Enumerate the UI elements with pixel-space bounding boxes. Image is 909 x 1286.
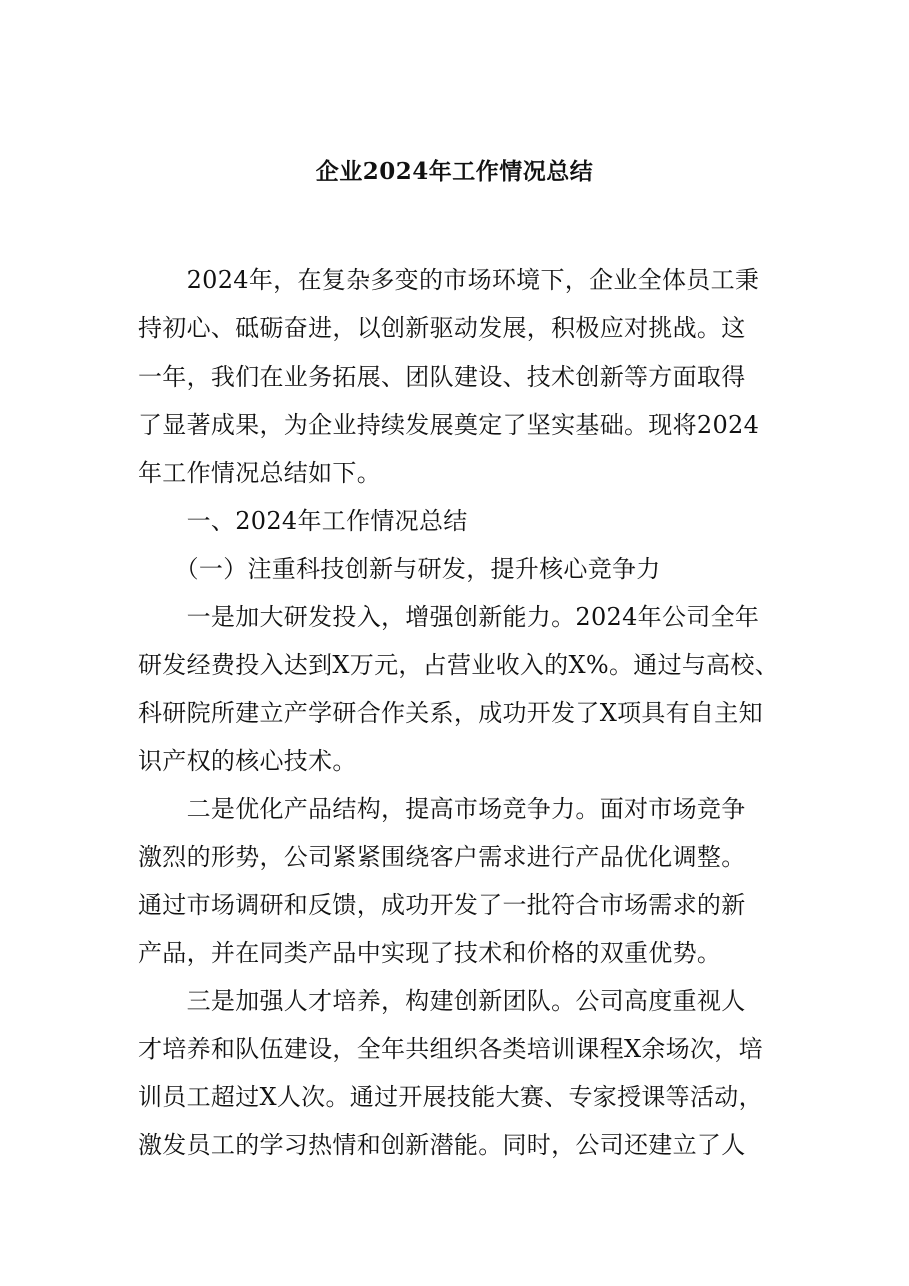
body-line: 年工作情况总结如下。 [138, 459, 381, 487]
body-line: 研发经费投入达到X万元，占营业收入的X%。通过与高校、 [138, 651, 780, 679]
document-title: 企业2024年工作情况总结 [315, 158, 594, 185]
body-line: 三是加强人才培养，构建创新团队。公司高度重视人 [138, 987, 746, 1015]
body-line: 才培养和队伍建设，全年共组织各类培训课程X余场次，培 [138, 1035, 763, 1063]
body-line: 产品，并在同类产品中实现了技术和价格的双重优势。 [138, 939, 722, 967]
subsection-heading: （一）注重科技创新与研发，提升核心竞争力 [138, 555, 661, 583]
body-line: 通过市场调研和反馈，成功开发了一批符合市场需求的新 [138, 891, 746, 919]
body-line: 持初心、砥砺奋进，以创新驱动发展，积极应对挑战。这 [138, 314, 746, 342]
body-line: 激发员工的学习热情和创新潜能。同时，公司还建立了人 [138, 1131, 746, 1159]
body-line: 二是优化产品结构，提高市场竞争力。面对市场竞争 [138, 795, 746, 823]
body-line: 训员工超过X人次。通过开展技能大赛、专家授课等活动， [138, 1083, 763, 1111]
body-line: 一是加大研发投入，增强创新能力。2024年公司全年 [138, 603, 760, 631]
body-line: 一年，我们在业务拓展、团队建设、技术创新等方面取得 [138, 363, 746, 391]
body-line: 2024年，在复杂多变的市场环境下，企业全体员工秉 [138, 266, 760, 294]
section-heading: 一、2024年工作情况总结 [138, 507, 468, 535]
body-line: 识产权的核心技术。 [138, 747, 357, 775]
body-line: 了显著成果，为企业持续发展奠定了坚实基础。现将2024 [138, 411, 760, 439]
body-line: 科研院所建立产学研合作关系，成功开发了X项具有自主知 [138, 699, 763, 727]
body-line: 激烈的形势，公司紧紧围绕客户需求进行产品优化调整。 [138, 843, 746, 871]
